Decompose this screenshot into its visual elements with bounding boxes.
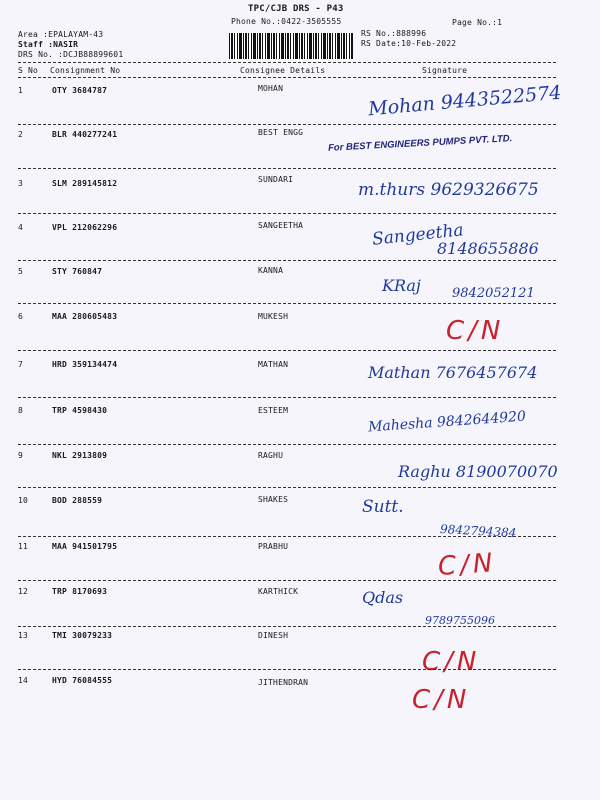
row-6-cn-mark: C/N [446,316,505,346]
row-3-signature: m.thurs 9629326675 [358,180,539,200]
row-13-divider [18,669,556,670]
row-11-divider [18,580,556,581]
row-3-divider [18,213,556,214]
row-12-sno: 12 [18,587,29,596]
column-header-signature: Signature [422,66,468,75]
header-rule-bottom [18,77,556,78]
rs-number: RS No.:888996 [361,29,427,38]
row-5-consignment: STY 760847 [52,267,103,276]
row-8-sno: 8 [18,406,24,415]
column-header-sno: S No [18,66,39,75]
row-6-consignment: MAA 280605483 [52,312,118,321]
row-5-divider [18,303,556,304]
row-5-sno: 5 [18,267,24,276]
row-9-divider [18,487,556,488]
row-9-consignment: NKL 2913809 [52,451,108,460]
row-1-consignment: OTY 3684787 [52,86,108,95]
header-rule-top [18,62,556,63]
rs-date: RS Date:10-Feb-2022 [361,39,457,48]
row-11-consignment: MAA 941501795 [52,542,118,551]
sheet-title: TPC/CJB DRS - P43 [248,4,344,14]
staff-label: Staff :NASIR [18,40,79,49]
row-4-sno: 4 [18,223,24,232]
row-14-cn-mark: C/N [412,685,471,715]
row-1-consignee: MOHAN [258,84,284,93]
row-4-signature: Sangeetha [371,220,465,250]
row-2-consignment: BLR 440277241 [52,130,118,139]
row-13-sno: 13 [18,631,29,640]
row-7-signature: Mathan 7676457674 [368,363,538,382]
row-4-divider [18,260,556,261]
row-10-sno: 10 [18,496,29,505]
row-6-sno: 6 [18,312,24,321]
row-5-signature: KRaj [382,276,421,295]
row-14-consignment: HYD 76084555 [52,676,113,685]
row-10-phone: 9842794384 [439,522,517,540]
drs-number: DRS No. :DCJB88899601 [18,50,124,59]
row-9-consignee: RAGHU [258,451,284,460]
row-3-consignee: SUNDARI [258,175,294,184]
row-1-signature: Mohan 9443522574 [367,81,563,121]
row-13-consignment: TMI 30079233 [52,631,113,640]
row-7-divider [18,397,556,398]
area-label: Area :EPALAYAM-43 [18,30,104,39]
row-6-consignee: MUKESH [258,312,289,321]
row-7-consignee: MATHAN [258,360,289,369]
row-11-sno: 11 [18,542,29,551]
row-14-consignee: JITHENDRAN [258,678,309,687]
row-5-phone: 9842052121 [452,286,535,301]
row-6-divider [18,350,556,351]
row-14-sno: 14 [18,676,29,685]
row-11-cn-mark: C/N [437,548,498,582]
page-number: Page No.:1 [452,18,503,27]
row-3-sno: 3 [18,179,24,188]
row-10-consignment: BOD 288559 [52,496,103,505]
row-12-phone: 9789755096 [425,614,495,627]
row-12-signature: Qdas [362,588,404,607]
row-2-divider [18,168,556,169]
row-2-sno: 2 [18,130,24,139]
column-header-consignee: Consignee Details [240,66,326,75]
row-8-divider [18,444,556,445]
barcode-image [229,33,353,59]
row-10-consignee: SHAKES [258,495,289,504]
row-3-consignment: SLM 289145812 [52,179,118,188]
row-7-sno: 7 [18,360,24,369]
row-12-divider [18,626,556,627]
row-5-consignee: KANNA [258,266,284,275]
row-10-divider [18,536,556,537]
row-12-consignee: KARTHICK [258,587,299,596]
column-header-consignment: Consignment No [50,66,121,75]
row-4-phone: 8148655886 [437,239,539,258]
row-4-consignee: SANGEETHA [258,221,304,230]
phone-number: Phone No.:0422-3505555 [231,17,342,26]
row-4-consignment: VPL 212062296 [52,223,118,232]
row-10-signature: Sutt. [362,497,404,517]
row-12-consignment: TRP 8170693 [52,587,108,596]
row-1-divider [18,124,556,125]
row-9-sno: 9 [18,451,24,460]
row-1-sno: 1 [18,86,24,95]
row-7-consignment: HRD 359134474 [52,360,118,369]
row-2-consignee: BEST ENGG [258,128,304,137]
row-8-consignment: TRP 4598430 [52,406,108,415]
row-13-consignee: DINESH [258,631,289,640]
row-8-signature: Mahesha 9842644920 [367,408,527,436]
row-2-company-stamp: For BEST ENGINEERS PUMPS PVT. LTD. [327,133,513,154]
row-9-signature: Raghu 8190070070 [398,462,558,481]
row-8-consignee: ESTEEM [258,406,289,415]
row-11-consignee: PRABHU [258,542,289,551]
row-13-cn-mark: C/N [422,647,481,677]
